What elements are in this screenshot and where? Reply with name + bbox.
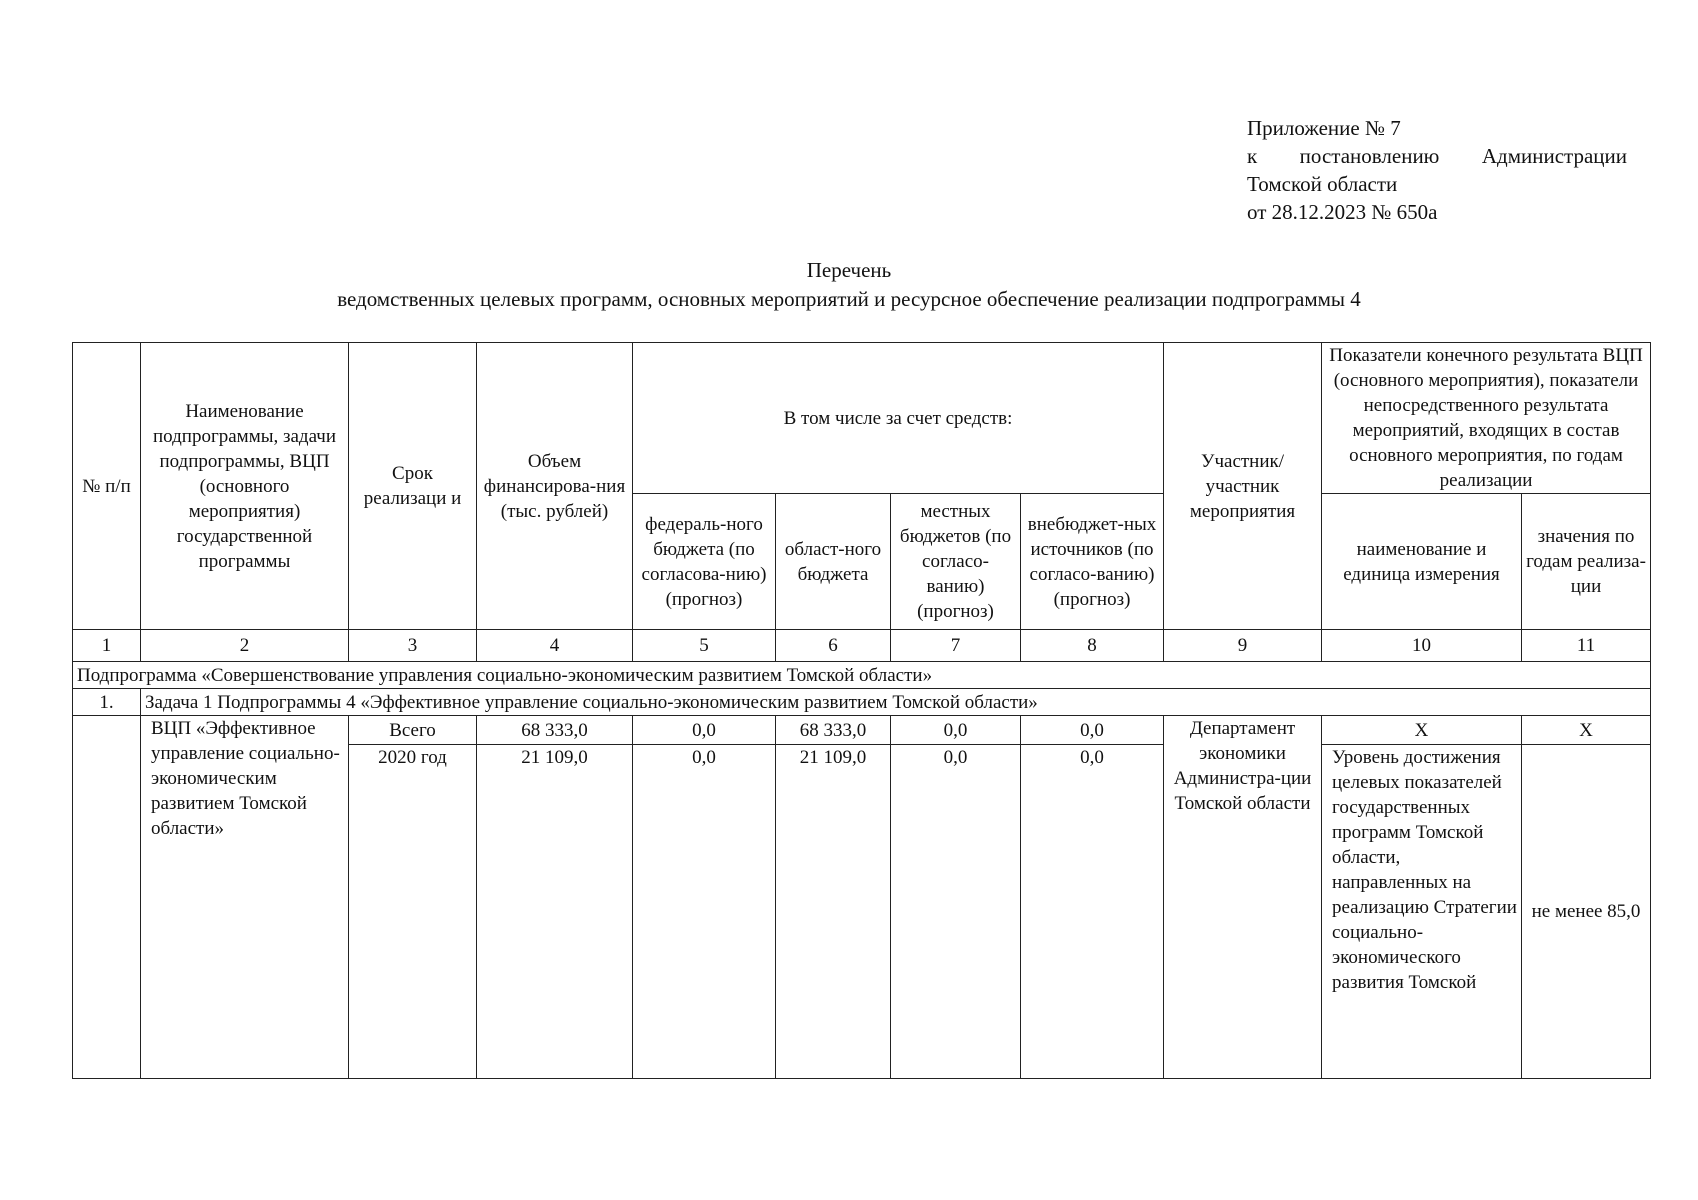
total-federal: 0,0 xyxy=(633,716,776,745)
column-number: 9 xyxy=(1164,630,1322,662)
total-volume: 68 333,0 xyxy=(477,716,633,745)
column-number: 2 xyxy=(141,630,349,662)
year-local: 0,0 xyxy=(891,745,1021,1079)
task-number: 1. xyxy=(73,689,141,716)
column-number: 3 xyxy=(349,630,477,662)
total-extra: 0,0 xyxy=(1021,716,1164,745)
header-indicators: Показатели конечного результата ВЦП (основного мероприятия), показатели непосредственного результата мероприятий, входящих в состав основного мероприятия, по годам реализации xyxy=(1322,343,1651,494)
header-name: Наименование подпрограммы, задачи подпрограммы, ВЦП (основного мероприятия) государственной программы xyxy=(141,343,349,630)
header-federal: федераль-ного бюджета (по согласова-нию) (прогноз) xyxy=(633,494,776,630)
year-term: 2020 год xyxy=(349,745,477,1079)
vcp-total-row xyxy=(73,716,1651,745)
total-indicator-value: X xyxy=(1522,716,1651,745)
task-title: Задача 1 Подпрограммы 4 «Эффективное управление социально-экономическим развитием Томской области» xyxy=(141,689,1651,716)
task-row xyxy=(73,689,1651,716)
total-indicator-name: X xyxy=(1322,716,1522,745)
header-including: В том числе за счет средств: xyxy=(633,343,1164,494)
header-local: местных бюджетов (по согласо-ванию) (прогноз) xyxy=(891,494,1021,630)
indicator-name: Уровень достижения целевых показателей государственных программ Томской области, направленных на реализацию Стратегии социально-экономического развития Томской xyxy=(1322,745,1522,1079)
vcp-participant: Департамент экономики Администра-ции Томской области xyxy=(1164,716,1322,1079)
column-number: 4 xyxy=(477,630,633,662)
appendix-block xyxy=(1247,114,1627,226)
header-num: № п/п xyxy=(73,343,141,630)
total-local: 0,0 xyxy=(891,716,1021,745)
column-number: 6 xyxy=(776,630,891,662)
year-extra: 0,0 xyxy=(1021,745,1164,1079)
vcp-name: ВЦП «Эффективное управление социально-экономическим развитием Томской области» xyxy=(141,716,349,1079)
column-number: 8 xyxy=(1021,630,1164,662)
year-volume: 21 109,0 xyxy=(477,745,633,1079)
appendix-decree: к постановлению Администрации xyxy=(1247,144,1627,168)
subprogram-row xyxy=(73,662,1651,689)
column-number: 11 xyxy=(1522,630,1651,662)
header-term: Срок реализаци и xyxy=(349,343,477,630)
header-regional: област-ного бюджета xyxy=(776,494,891,630)
header-row-1 xyxy=(73,343,1651,494)
appendix-number: Приложение № 7 xyxy=(1247,116,1401,140)
appendix-date: от 28.12.2023 № 650а xyxy=(1247,200,1438,224)
total-regional: 68 333,0 xyxy=(776,716,891,745)
appendix-region: Томской области xyxy=(1247,172,1398,196)
year-regional: 21 109,0 xyxy=(776,745,891,1079)
column-number: 10 xyxy=(1322,630,1522,662)
header-indicator-values: значения по годам реализа-ции xyxy=(1522,494,1651,630)
column-number: 7 xyxy=(891,630,1021,662)
indicator-value: не менее 85,0 xyxy=(1522,745,1651,1079)
document-title: Перечень xyxy=(806,258,892,282)
program-table xyxy=(72,342,1651,1079)
vcp-num-cell xyxy=(73,716,141,1079)
header-volume: Объем финансирова-ния (тыс. рублей) xyxy=(477,343,633,630)
header-participant: Участник/ участник мероприятия xyxy=(1164,343,1322,630)
header-extra: внебюджет-ных источников (по согласо-ванию) (прогноз) xyxy=(1021,494,1164,630)
column-number: 5 xyxy=(633,630,776,662)
column-number: 1 xyxy=(73,630,141,662)
subprogram-title: Подпрограмма «Совершенствование управления социально-экономическим развитием Томской области» xyxy=(73,662,1651,689)
document-subtitle: ведомственных целевых программ, основных мероприятий и ресурсное обеспечение реализации подпрограммы 4 xyxy=(337,287,1361,311)
total-term: Всего xyxy=(349,716,477,745)
year-federal: 0,0 xyxy=(633,745,776,1079)
header-indicator-name: наименование и единица измерения xyxy=(1322,494,1522,630)
column-number-row xyxy=(73,630,1651,662)
